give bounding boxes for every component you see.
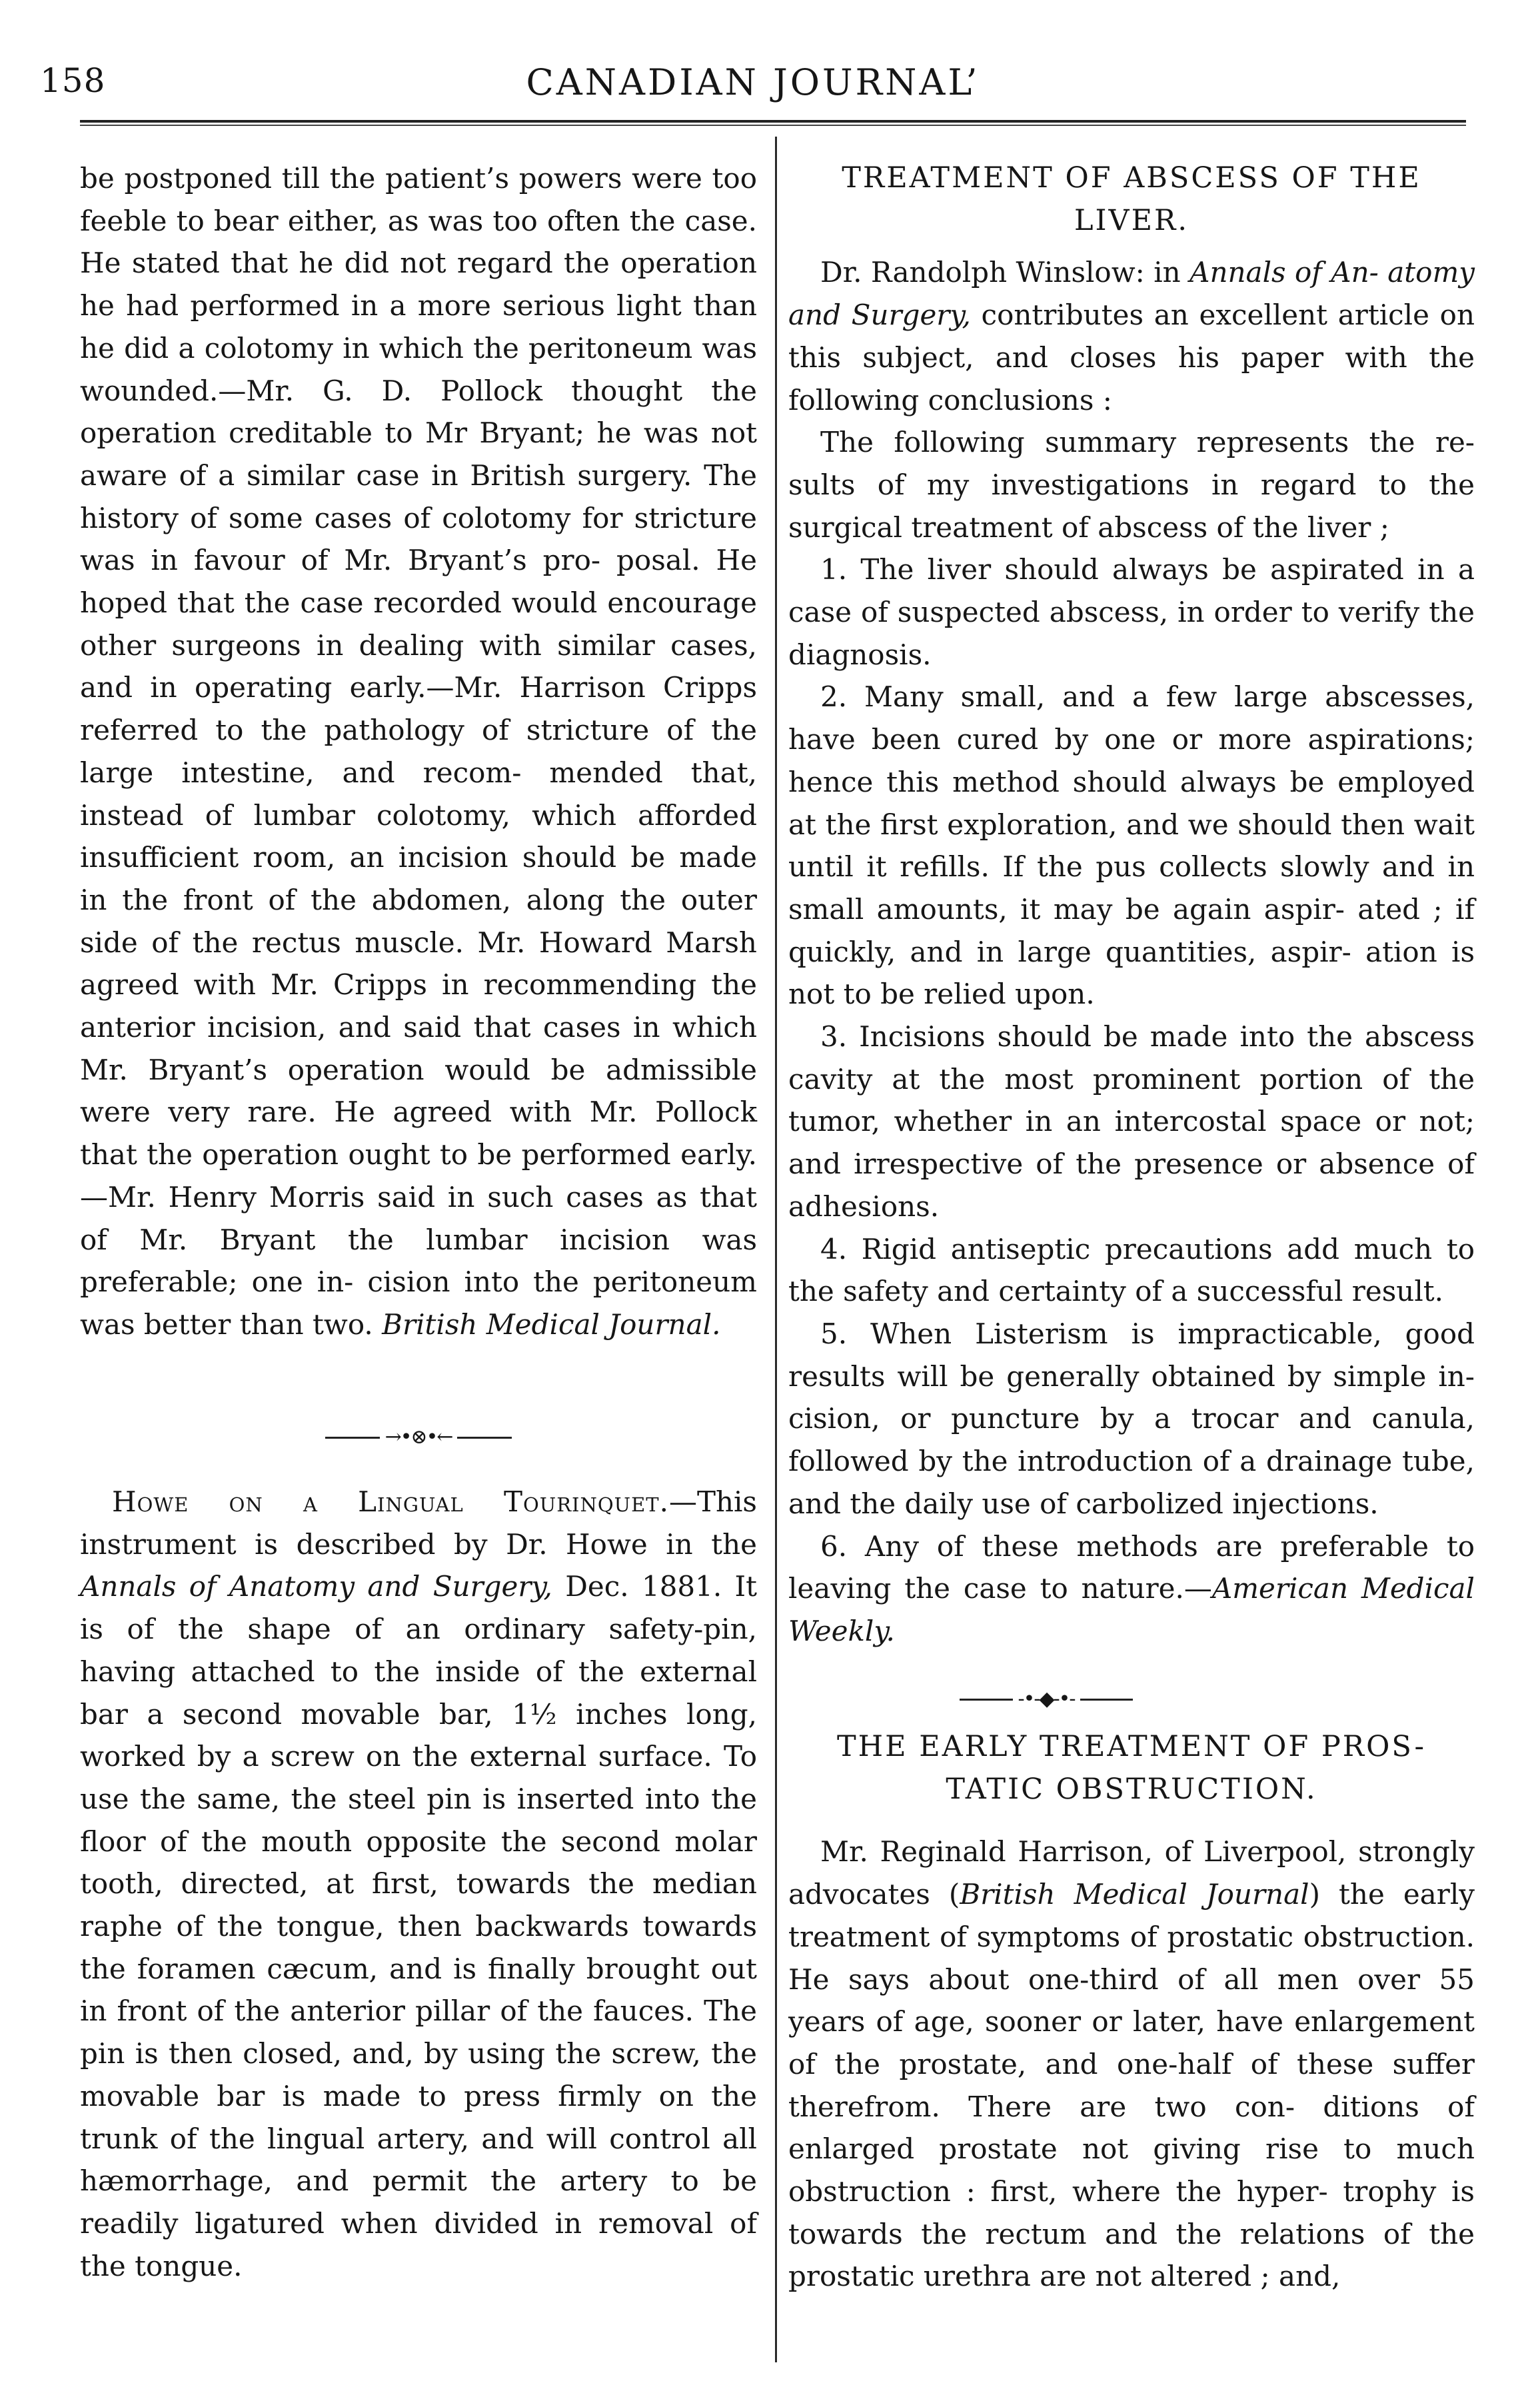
heading-line: TREATMENT OF ABSCESS OF THE xyxy=(842,161,1421,195)
text-line: leaving the case to nature. xyxy=(788,1572,1184,1605)
text-line: The following summary represents the re- xyxy=(820,426,1475,459)
text-fragment: ) xyxy=(1309,1878,1320,1911)
ornament-glyph: -•-◆-•- xyxy=(1018,1687,1075,1711)
section-ornament-left xyxy=(325,1427,512,1447)
text-fragment: —This xyxy=(668,1485,757,1518)
text-line: in removal of the tongue. xyxy=(80,2206,757,2282)
text-line: trophy is towards the rectum and the relations xyxy=(788,2175,1475,2250)
text-line: the artery to be readily ligatured when divided xyxy=(80,2164,758,2240)
text-line: press firmly on the trunk of the lingual artery, xyxy=(80,2079,757,2155)
text-line: and irrespective of the presence or absence of xyxy=(788,1148,1475,1181)
text-line: men over 55 years of age, sooner or later, have xyxy=(788,1963,1475,2038)
text-line: using the screw, the movable bar is made to xyxy=(80,2037,757,2112)
text-line: Howard Marsh agreed with Mr. Cripps in xyxy=(80,926,757,1002)
left-column-tourniquet xyxy=(80,1481,757,2287)
text-line: the fauces. The pin is then closed, and, by xyxy=(80,1994,757,2070)
text-line: at the first exploration, and we should then xyxy=(788,808,1405,841)
conclusion-item-5 xyxy=(788,1313,1475,1525)
conclusion-item-3 xyxy=(788,1016,1475,1228)
paragraph-summary xyxy=(788,421,1475,548)
text-line: 5. When Listerism is impracticable, good xyxy=(820,1317,1475,1350)
text-line: 3. Incisions should be made into the abscess xyxy=(820,1020,1475,1054)
text-line: stricture was in favour of Mr. Bryant’s pro- xyxy=(80,501,757,577)
heading-line: TATIC OBSTRUCTION. xyxy=(946,1772,1317,1806)
text-line: 1. The liver should always be aspirated in xyxy=(820,553,1445,586)
section-title-tourniquet: Howe on a Lingual Tourinquet. xyxy=(112,1485,669,1518)
text-line: To use the same, the steel pin is inserted into xyxy=(80,1740,757,1815)
heading-line: LIVER. xyxy=(1074,203,1189,237)
text-line: Mr. Reginald Harrison, of Liverpool, xyxy=(820,1835,1347,1869)
text-line: with the following conclusions : xyxy=(788,341,1475,416)
text-line: and the daily use of carbolized injections. xyxy=(788,1487,1379,1520)
paragraph-harrison xyxy=(788,1831,1475,2298)
citation-british-medical-journal: British Medical Journal. xyxy=(382,1307,721,1341)
text-line: along the outer side of the rectus muscle. Mr. xyxy=(80,883,757,959)
text-fragment: contributes an excellent xyxy=(970,299,1328,332)
text-line: median raphe of the tongue, then backwards xyxy=(80,1867,757,1943)
section-heading-prostatic-obstruction xyxy=(788,1726,1475,1811)
text-line: that cases in which Mr. Bryant’s operation xyxy=(80,1011,757,1086)
text-line: would be admissible were very rare. He xyxy=(80,1053,757,1129)
text-line: The history of some cases of colotomy for xyxy=(80,458,757,534)
text-line: he had performed in a more serious light than xyxy=(80,289,757,323)
text-line: Harrison Cripps referred to the pathology of xyxy=(80,671,757,747)
text-line: encourage other surgeons in dealing with xyxy=(80,586,757,662)
text-line: the lumbar incision was preferable; one in- xyxy=(80,1223,757,1299)
text-line: ation is not to be relied upon. xyxy=(788,935,1475,1011)
text-line: He stated that he did not regard the operation xyxy=(80,247,757,280)
journal-title: atomy and Surgery, xyxy=(788,256,1475,332)
text-fragment: Dec. 1881. xyxy=(552,1570,722,1603)
text-line: which afforded insufficient room, an incision xyxy=(80,798,757,874)
journal-title: British Medical Journal xyxy=(960,1878,1309,1911)
text-line: tumor, whether in an intercostal space or not; xyxy=(788,1105,1475,1138)
text-line: ditions of enlarged prostate not giving rise to xyxy=(788,2090,1475,2166)
text-line: wait until it refills. If the pus collects slowly xyxy=(788,808,1475,884)
text-line: recommending the anterior incision, and said xyxy=(80,968,757,1044)
paragraph-lingual-tourniquet xyxy=(80,1481,757,2287)
text-line: sults of my investigations in regard to the xyxy=(788,468,1475,501)
text-line: feeble to bear either, as was too often the case. xyxy=(80,204,757,237)
text-line: followed by the introduction of a drainage tube, xyxy=(788,1445,1475,1478)
paragraph-winslow-intro xyxy=(788,251,1475,421)
section-heading-liver-abscess xyxy=(788,157,1475,242)
text-line: agreed with Mr. Pollock that the operation xyxy=(80,1096,758,1172)
page-header xyxy=(40,61,1466,115)
conclusion-item-6 xyxy=(788,1525,1475,1653)
text-line: molar tooth, directed, at first, towards the xyxy=(80,1825,757,1901)
text-line: similar cases, and in operating early.—Mr. xyxy=(80,628,757,704)
text-line: article on this subject, and closes his paper xyxy=(788,299,1475,374)
text-line: operation creditable to Mr Bryant; he was not xyxy=(80,416,757,450)
text-line: these suffer therefrom. There are two con- xyxy=(788,2047,1475,2123)
text-line: have been cured by one or more aspirations; xyxy=(788,723,1475,756)
text-line: posal. He hoped that the case recorded would xyxy=(80,544,757,620)
right-column-prostatic xyxy=(788,1726,1475,2298)
text-line: should be made in the front of the abdomen, xyxy=(80,841,758,916)
journal-title: Annals of Anatomy and Surgery, xyxy=(80,1570,552,1603)
text-line: stricture of the large intestine, and recom- xyxy=(80,714,758,789)
text-line: adhesions. xyxy=(788,1190,940,1223)
text-line: It is of the shape of an ordinary safety-pin, xyxy=(80,1570,758,1646)
text-line: obstruction. He says about one-third of all xyxy=(788,1920,1475,1996)
text-line: and will control all hæmorrhage, and permit xyxy=(80,2122,757,2198)
header-rule xyxy=(80,120,1466,126)
text-line: he did a colotomy in which the peritoneum was xyxy=(80,331,757,365)
text-line: be postponed till the patient’s powers were too xyxy=(80,162,757,195)
text-line: much obstruction : first, where the hyper- xyxy=(788,2132,1475,2208)
heading-line: THE EARLY TREATMENT OF PROS- xyxy=(836,1730,1426,1763)
text-line: the safety and certainty of a successful result. xyxy=(788,1275,1443,1308)
citation-american-medical-weekly-cont: Weekly. xyxy=(788,1614,895,1647)
column-divider xyxy=(775,137,777,2362)
text-line: wounded.—Mr. G. D. Pollock thought the xyxy=(80,374,757,407)
conclusion-item-2 xyxy=(788,676,1475,1016)
page-number: 158 xyxy=(40,61,106,100)
text-line: the floor of the mouth opposite the second xyxy=(80,1782,757,1858)
text-line: the diagnosis. xyxy=(788,596,1475,671)
left-column xyxy=(80,157,757,1346)
text-line: and in small amounts, it may be again aspir- xyxy=(788,850,1475,926)
text-line: brought out in front of the anterior pillar of xyxy=(80,1952,757,2028)
text-fragment: Dr. Randolph Winslow: in xyxy=(820,256,1190,289)
text-line: cavity at the most prominent portion of the xyxy=(788,1062,1475,1096)
text-line: the early treatment of symptoms of prostatic xyxy=(788,1878,1475,1953)
text-line: 2. Many small, and a few large abscesses, xyxy=(820,680,1475,714)
text-line: hence this method should always be employed xyxy=(788,765,1475,798)
text-line: worked by a screw on the external surface. xyxy=(80,1740,712,1773)
conclusion-item-4 xyxy=(788,1228,1475,1313)
text-line: mended that, instead of lumbar colotomy, xyxy=(80,756,757,832)
text-line: 4. Rigid antiseptic precautions add much to xyxy=(820,1232,1475,1265)
text-line: Morris said in such cases as that of Mr. Bryant xyxy=(80,1180,757,1256)
text-line: ought to be performed early.—Mr. Henry xyxy=(80,1138,758,1213)
text-fragment: strongly advocates ( xyxy=(788,1835,1475,1911)
conclusion-item-1 xyxy=(788,548,1475,676)
text-fragment: — xyxy=(1183,1572,1212,1605)
text-line: bar a second movable bar, 1½ inches long, xyxy=(80,1697,757,1731)
text-line: having attached to the inside of the external xyxy=(80,1655,757,1688)
text-line: cision, or puncture by a trocar and canula, xyxy=(788,1402,1475,1435)
text-line: aware of a similar case in British surgery. xyxy=(80,458,692,492)
text-line: ated ; if quickly, and in large quantities, aspir- xyxy=(788,892,1475,968)
text-line: results will be generally obtained by simple in- xyxy=(788,1359,1475,1393)
text-line: cision into the peritoneum was better than two. xyxy=(80,1265,757,1341)
citation-american-medical-weekly: American Medical xyxy=(1211,1572,1475,1605)
text-line: of the prostatic urethra are not altered ; and, xyxy=(788,2217,1475,2293)
text-line: 6. Any of these methods are preferable to xyxy=(820,1529,1475,1563)
text-line: enlargement of the prostate, and one-half of xyxy=(788,2005,1475,2080)
right-column xyxy=(788,157,1475,1653)
ornament-glyph: →•⊗•← xyxy=(385,1425,452,1449)
paragraph-colotomy-discussion xyxy=(80,157,757,1346)
text-line: towards the foramen cæcum, and is finally xyxy=(80,1910,757,1985)
section-ornament-right xyxy=(960,1689,1133,1709)
running-title: CANADIAN JOURNAL’ xyxy=(526,61,980,103)
text-line: surgical treatment of abscess of the liver ; xyxy=(788,510,1389,544)
text-line: instrument is described by Dr. Howe in the xyxy=(80,1527,757,1561)
text-line: a case of suspected abscess, in order to verify xyxy=(788,553,1475,629)
journal-title: Annals of An- xyxy=(1189,256,1379,289)
